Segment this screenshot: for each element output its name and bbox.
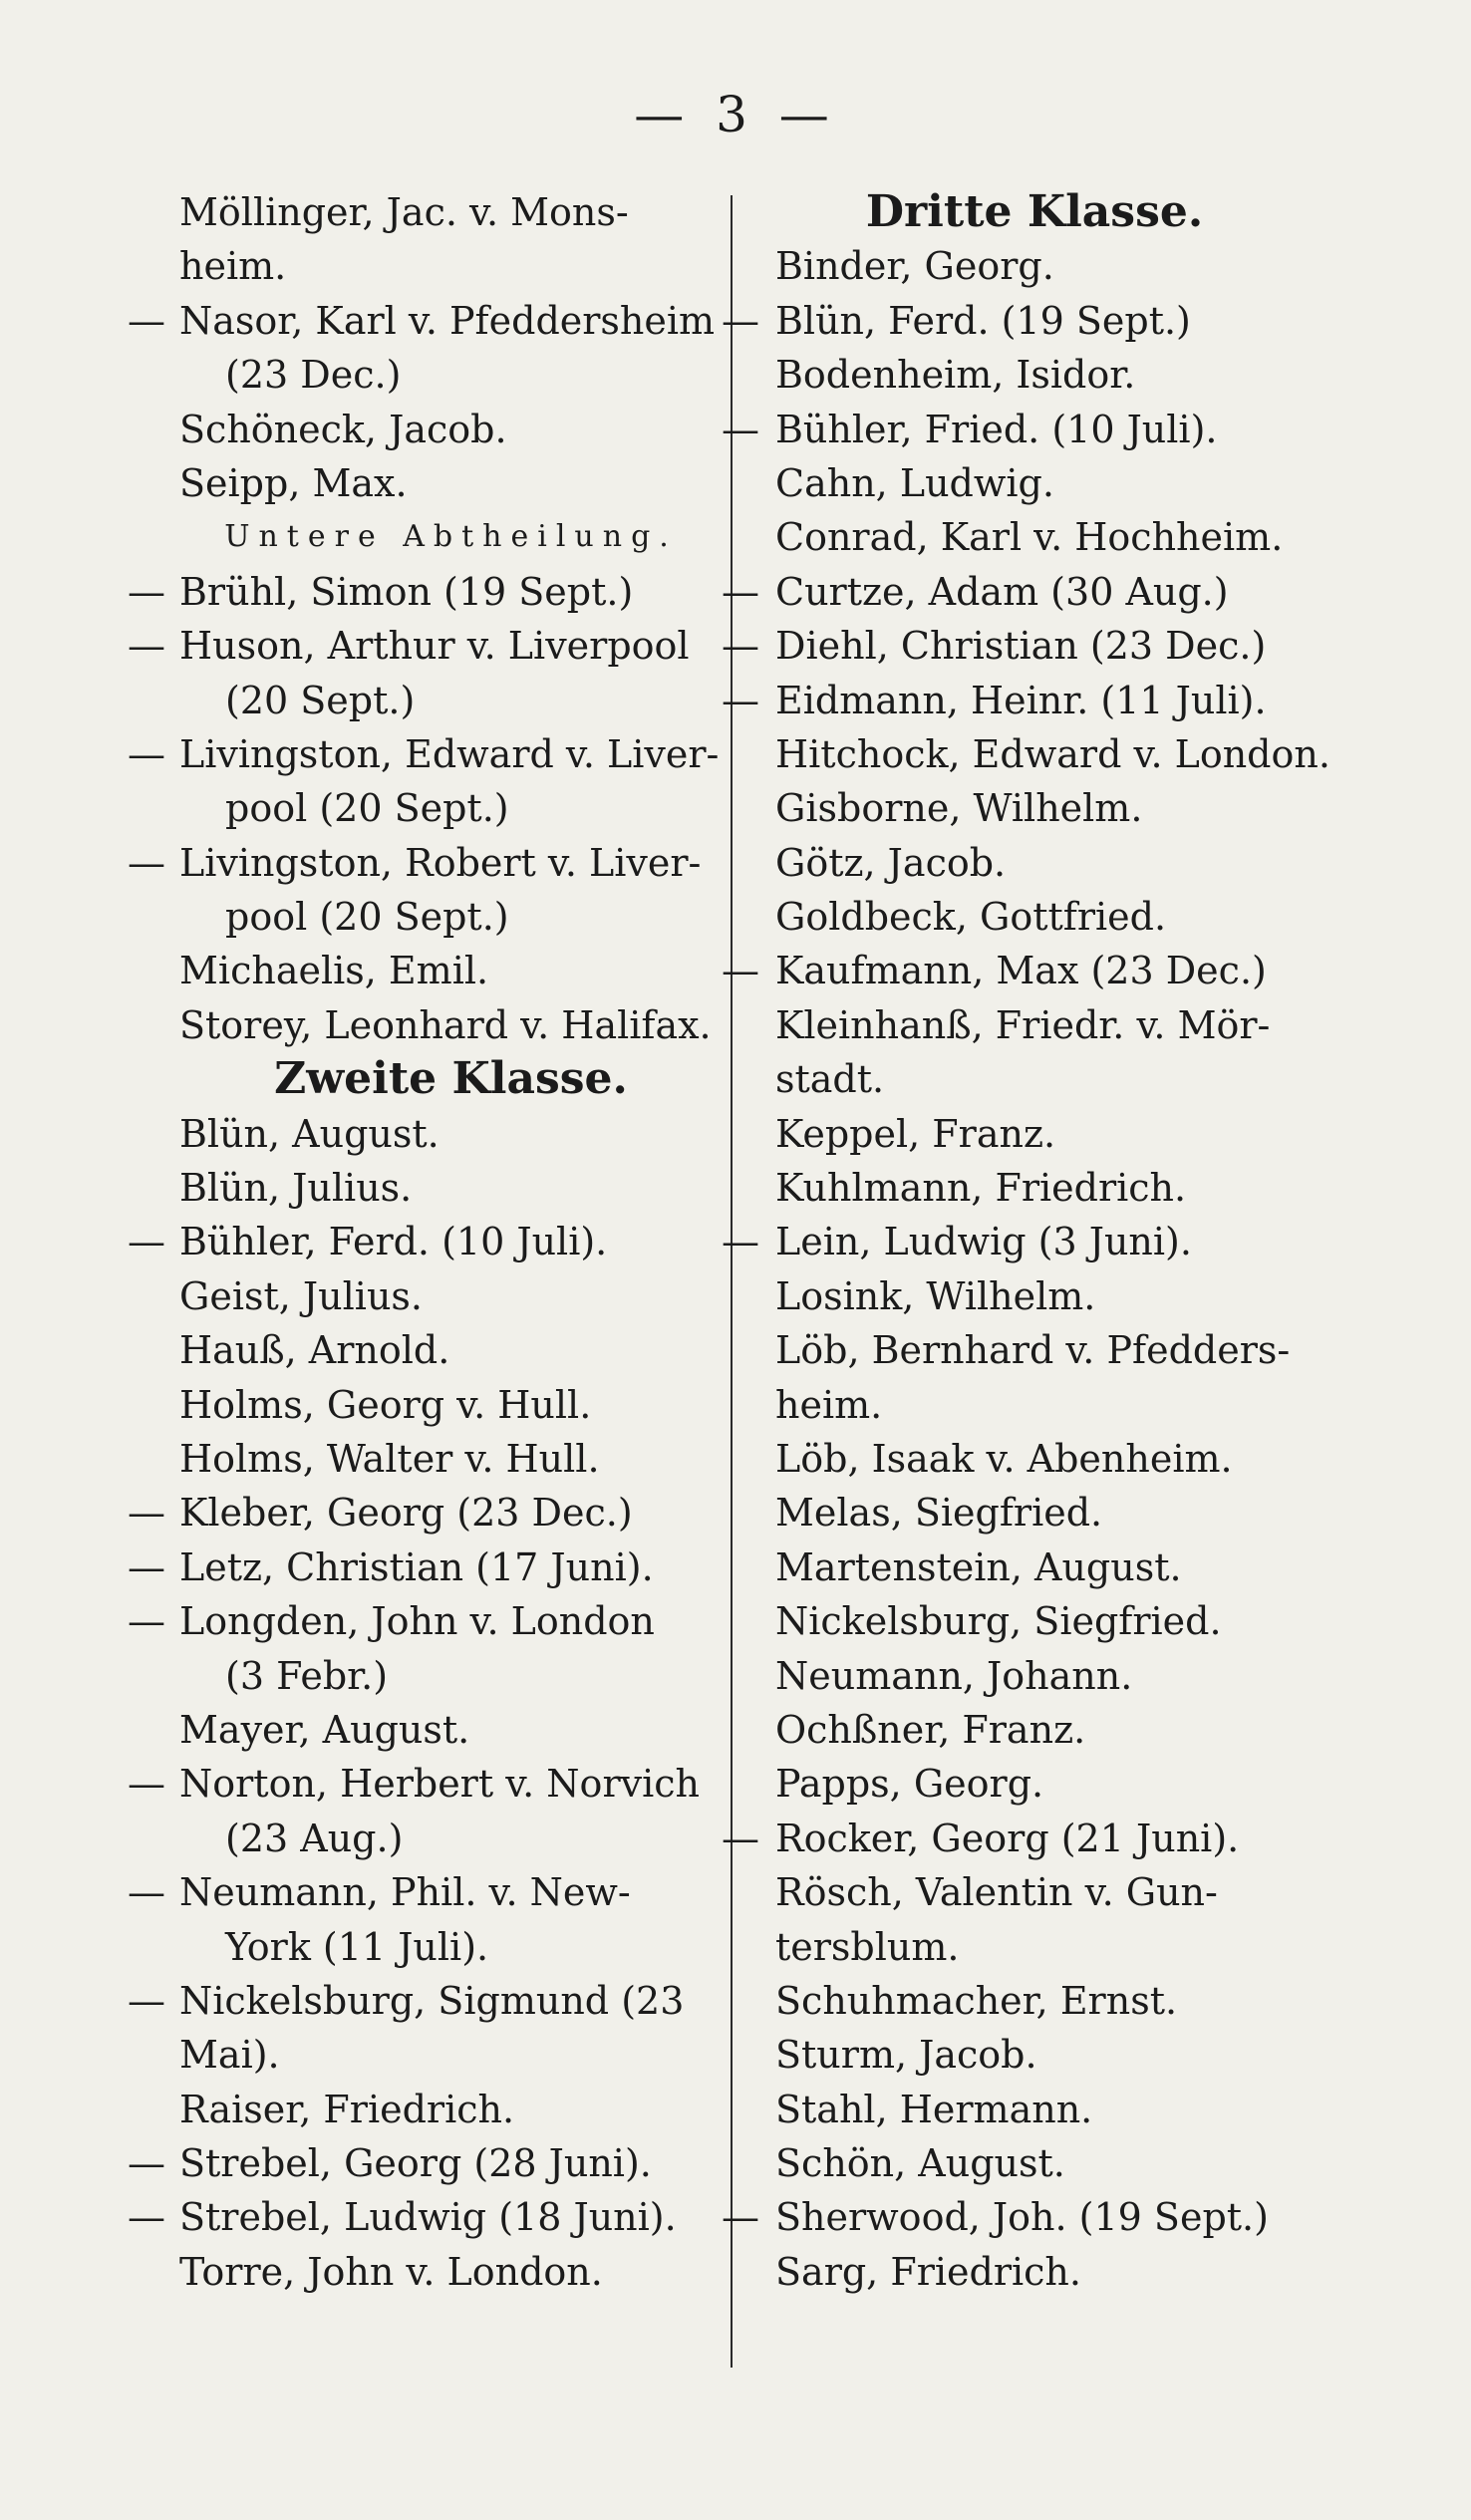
dash-mark: — <box>128 1491 165 1536</box>
right-entry <box>775 1594 1294 1648</box>
right-entry <box>775 1432 1294 1486</box>
entry-text: Martenstein, August. <box>775 1544 1182 1589</box>
left-entry <box>128 1594 723 1648</box>
left-entry <box>179 2083 723 2136</box>
entry-text: Goldbeck, Gottfried. <box>775 895 1167 940</box>
right-column <box>722 185 1330 2299</box>
entry-text: heim. <box>775 1382 883 1427</box>
entry-text: Strebel, Georg (28 Juni). <box>179 2141 652 2186</box>
left-entry <box>179 1649 723 1703</box>
entry-text: Gisborne, Wilhelm. <box>775 786 1143 831</box>
entry-text: Torre, John v. London. <box>179 2249 603 2294</box>
entry-text: (20 Sept.) <box>225 678 416 722</box>
right-entry <box>775 1649 1294 1703</box>
right-entry <box>722 403 1294 456</box>
entry-text: Lein, Ludwig (3 Juni). <box>775 1220 1192 1264</box>
entry-text: Stahl, Hermann. <box>775 2087 1093 2131</box>
left-section-heading <box>179 1052 723 1106</box>
right-entry <box>775 239 1294 293</box>
left-entry <box>179 239 723 293</box>
left-entry <box>179 185 723 239</box>
dash-mark: — <box>128 731 165 776</box>
left-entry <box>128 1540 723 1594</box>
dash-mark: — <box>128 2141 165 2186</box>
left-entry <box>179 890 723 944</box>
dash-mark: — <box>722 1220 759 1264</box>
entry-text: Bühler, Fried. (10 Juli). <box>775 407 1218 451</box>
entry-text: Losink, Wilhelm. <box>775 1273 1096 1318</box>
right-entry <box>722 619 1294 673</box>
entry-text: Rocker, Georg (21 Juni). <box>775 1816 1240 1860</box>
entry-text: Holms, Georg v. Hull. <box>179 1382 592 1427</box>
right-entry <box>775 781 1294 835</box>
right-entry <box>775 348 1294 402</box>
entry-text: Longden, John v. London <box>179 1599 655 1644</box>
left-entry <box>179 781 723 835</box>
right-entry <box>722 1215 1294 1268</box>
entry-text: Blün, Julius. <box>179 1166 413 1211</box>
right-entry <box>775 1540 1294 1594</box>
right-entry <box>775 2028 1294 2082</box>
right-entry <box>722 1812 1294 1865</box>
dash-mark: — <box>722 407 759 451</box>
entry-text: Nickelsburg, Sigmund (23 <box>179 1978 685 2023</box>
column-divider <box>731 195 733 2368</box>
right-entry <box>775 727 1330 781</box>
entry-text: tersblum. <box>775 1924 960 1969</box>
entry-text: Eidmann, Heinr. (11 Juli). <box>775 678 1267 722</box>
dash-mark: — <box>722 1816 759 1860</box>
right-entry <box>775 2136 1294 2190</box>
dash-mark: — <box>128 840 165 885</box>
right-entry <box>775 510 1294 564</box>
entry-text: Sarg, Friedrich. <box>775 2249 1081 2294</box>
right-entry <box>722 2190 1294 2244</box>
left-entry <box>179 1812 723 1865</box>
right-section-heading <box>775 185 1294 239</box>
left-entry <box>128 727 723 781</box>
left-entry <box>179 944 723 997</box>
left-entry <box>128 2190 723 2244</box>
right-entry <box>775 1269 1294 1323</box>
entry-text: Löb, Bernhard v. Pfedders- <box>775 1328 1291 1373</box>
right-entry <box>775 1703 1294 1757</box>
entry-text: York (11 Juli). <box>225 1924 489 1969</box>
right-entry <box>775 2083 1294 2136</box>
left-entry <box>128 836 723 890</box>
left-entry <box>179 1323 723 1377</box>
right-entry <box>775 1486 1294 1540</box>
entry-text: Zweite Klasse. <box>274 1053 628 1105</box>
entry-text: Michaelis, Emil. <box>179 949 489 993</box>
right-entry <box>722 565 1294 619</box>
left-entry <box>128 1215 723 1268</box>
right-entry <box>775 1161 1294 1215</box>
entry-text: Curtze, Adam (30 Aug.) <box>775 569 1229 614</box>
dash-mark: — <box>722 298 759 343</box>
left-entry <box>128 2136 723 2190</box>
right-entry <box>775 1107 1294 1161</box>
entry-text: Conrad, Karl v. Hochheim. <box>775 515 1284 560</box>
left-entry <box>179 1920 723 1974</box>
left-entry <box>179 2245 723 2299</box>
entry-text: Hauß, Arnold. <box>179 1328 450 1373</box>
entry-text: Kaufmann, Max (23 Dec.) <box>775 949 1267 993</box>
dash-mark: — <box>128 569 165 614</box>
entry-text: Kleinhanß, Friedr. v. Mör- <box>775 1002 1271 1047</box>
entry-text: Geist, Julius. <box>179 1273 423 1318</box>
entry-text: Storey, Leonhard v. Halifax. <box>179 1002 712 1047</box>
entry-text: Blün, August. <box>179 1111 440 1156</box>
entry-text: Livingston, Robert v. Liver- <box>179 840 702 885</box>
entry-text: Hitchock, Edward v. London. <box>775 731 1330 776</box>
entry-text: Sturm, Jacob. <box>775 2033 1037 2078</box>
right-entry <box>775 456 1294 510</box>
entry-text: Kleber, Georg (23 Dec.) <box>179 1491 633 1536</box>
entry-text: Schön, August. <box>775 2141 1065 2186</box>
entry-text: Blün, Ferd. (19 Sept.) <box>775 298 1191 343</box>
entry-text: Nickelsburg, Siegfried. <box>775 1599 1222 1644</box>
right-entry <box>775 1865 1294 1919</box>
dash-mark: — <box>128 1220 165 1264</box>
entry-text: Diehl, Christian (23 Dec.) <box>775 624 1267 669</box>
entry-text: Rösch, Valentin v. Gun- <box>775 1870 1218 1915</box>
right-entry <box>722 944 1294 997</box>
entry-text: Kuhlmann, Friedrich. <box>775 1166 1187 1211</box>
right-entry <box>775 998 1294 1052</box>
entry-text: Untere Abtheilung. <box>224 519 678 555</box>
left-entry <box>128 1974 723 2028</box>
dash-mark: — <box>128 298 165 343</box>
entry-text: Bühler, Ferd. (10 Juli). <box>179 1220 608 1264</box>
dash-mark: — <box>722 624 759 669</box>
entry-text: Livingston, Edward v. Liver- <box>179 731 720 776</box>
left-entry <box>179 1269 723 1323</box>
entry-text: Möllinger, Jac. v. Mons- <box>179 190 629 234</box>
left-entry <box>179 456 723 510</box>
dash-mark: — <box>128 624 165 669</box>
left-entry <box>128 294 723 348</box>
dash-mark: — <box>722 678 759 722</box>
entry-text: (3 Febr.) <box>225 1653 389 1698</box>
entry-text: Binder, Georg. <box>775 244 1054 289</box>
right-entry <box>775 1323 1294 1377</box>
left-entry <box>179 674 723 727</box>
right-entry <box>775 1052 1294 1106</box>
entry-text: pool (20 Sept.) <box>225 786 509 831</box>
dash-mark: — <box>128 2195 165 2240</box>
right-entry <box>775 1920 1294 1974</box>
entry-text: Brühl, Simon (19 Sept.) <box>179 569 634 614</box>
left-entry <box>179 998 723 1052</box>
left-entry <box>128 1757 723 1811</box>
entry-text: Ochßner, Franz. <box>775 1707 1086 1752</box>
entry-text: Schuhmacher, Ernst. <box>775 1978 1178 2023</box>
left-subsection-heading <box>179 510 723 564</box>
entry-text: Papps, Georg. <box>775 1762 1044 1807</box>
left-entry <box>179 2028 723 2082</box>
left-entry <box>179 1703 723 1757</box>
entry-text: Holms, Walter v. Hull. <box>179 1436 600 1481</box>
right-entry <box>775 836 1294 890</box>
dash-mark: — <box>722 569 759 614</box>
entry-text: Nasor, Karl v. Pfeddersheim <box>179 298 716 343</box>
left-entry <box>179 1161 723 1215</box>
entry-text: heim. <box>179 244 287 289</box>
entry-text: Melas, Siegfried. <box>775 1491 1103 1536</box>
left-entry <box>128 1486 723 1540</box>
entry-text: Götz, Jacob. <box>775 840 1007 885</box>
entry-text: (23 Aug.) <box>225 1816 404 1860</box>
entry-text: Mayer, August. <box>179 1707 470 1752</box>
dash-mark: — <box>128 1544 165 1589</box>
right-entry <box>775 1378 1294 1432</box>
left-entry <box>179 1432 723 1486</box>
left-entry <box>179 348 723 402</box>
entry-text: Neumann, Johann. <box>775 1653 1133 1698</box>
entry-text: Mai). <box>179 2033 280 2078</box>
entry-text: Cahn, Ludwig. <box>775 460 1054 505</box>
entry-text: Strebel, Ludwig (18 Juni). <box>179 2195 677 2240</box>
left-entry <box>179 1378 723 1432</box>
entry-text: Dritte Klasse. <box>865 186 1204 237</box>
dash-mark: — <box>128 1599 165 1644</box>
entry-text: Neumann, Phil. v. New- <box>179 1870 631 1915</box>
entry-text: (23 Dec.) <box>225 353 402 398</box>
entry-text: Raiser, Friedrich. <box>179 2087 515 2131</box>
entry-text: Keppel, Franz. <box>775 1111 1056 1156</box>
left-entry <box>179 1107 723 1161</box>
page-number: — 3 — <box>634 86 837 143</box>
dash-mark: — <box>722 2195 759 2240</box>
entry-text: pool (20 Sept.) <box>225 895 509 940</box>
dash-mark: — <box>128 1762 165 1807</box>
dash-mark: — <box>128 1978 165 2023</box>
right-entry <box>775 2245 1294 2299</box>
left-entry <box>128 565 723 619</box>
entry-text: Huson, Arthur v. Liverpool <box>179 624 690 669</box>
left-entry <box>128 619 723 673</box>
left-entry <box>128 1865 723 1919</box>
entry-text: Löb, Isaak v. Abenheim. <box>775 1436 1233 1481</box>
entry-text: Schöneck, Jacob. <box>179 407 507 451</box>
entry-text: Seipp, Max. <box>179 460 408 505</box>
right-entry <box>775 1974 1294 2028</box>
right-entry <box>722 294 1294 348</box>
right-entry <box>722 674 1294 727</box>
entry-text: Letz, Christian (17 Juni). <box>179 1544 654 1589</box>
entry-text: Sherwood, Joh. (19 Sept.) <box>775 2195 1269 2240</box>
right-entry <box>775 1757 1294 1811</box>
entry-text: stadt. <box>775 1057 885 1102</box>
dash-mark: — <box>128 1870 165 1915</box>
left-entry <box>179 403 723 456</box>
left-column <box>128 185 723 2299</box>
entry-text: Bodenheim, Isidor. <box>775 353 1136 398</box>
entry-text: Norton, Herbert v. Norvich <box>179 1762 700 1807</box>
right-entry <box>775 890 1294 944</box>
dash-mark: — <box>722 949 759 993</box>
